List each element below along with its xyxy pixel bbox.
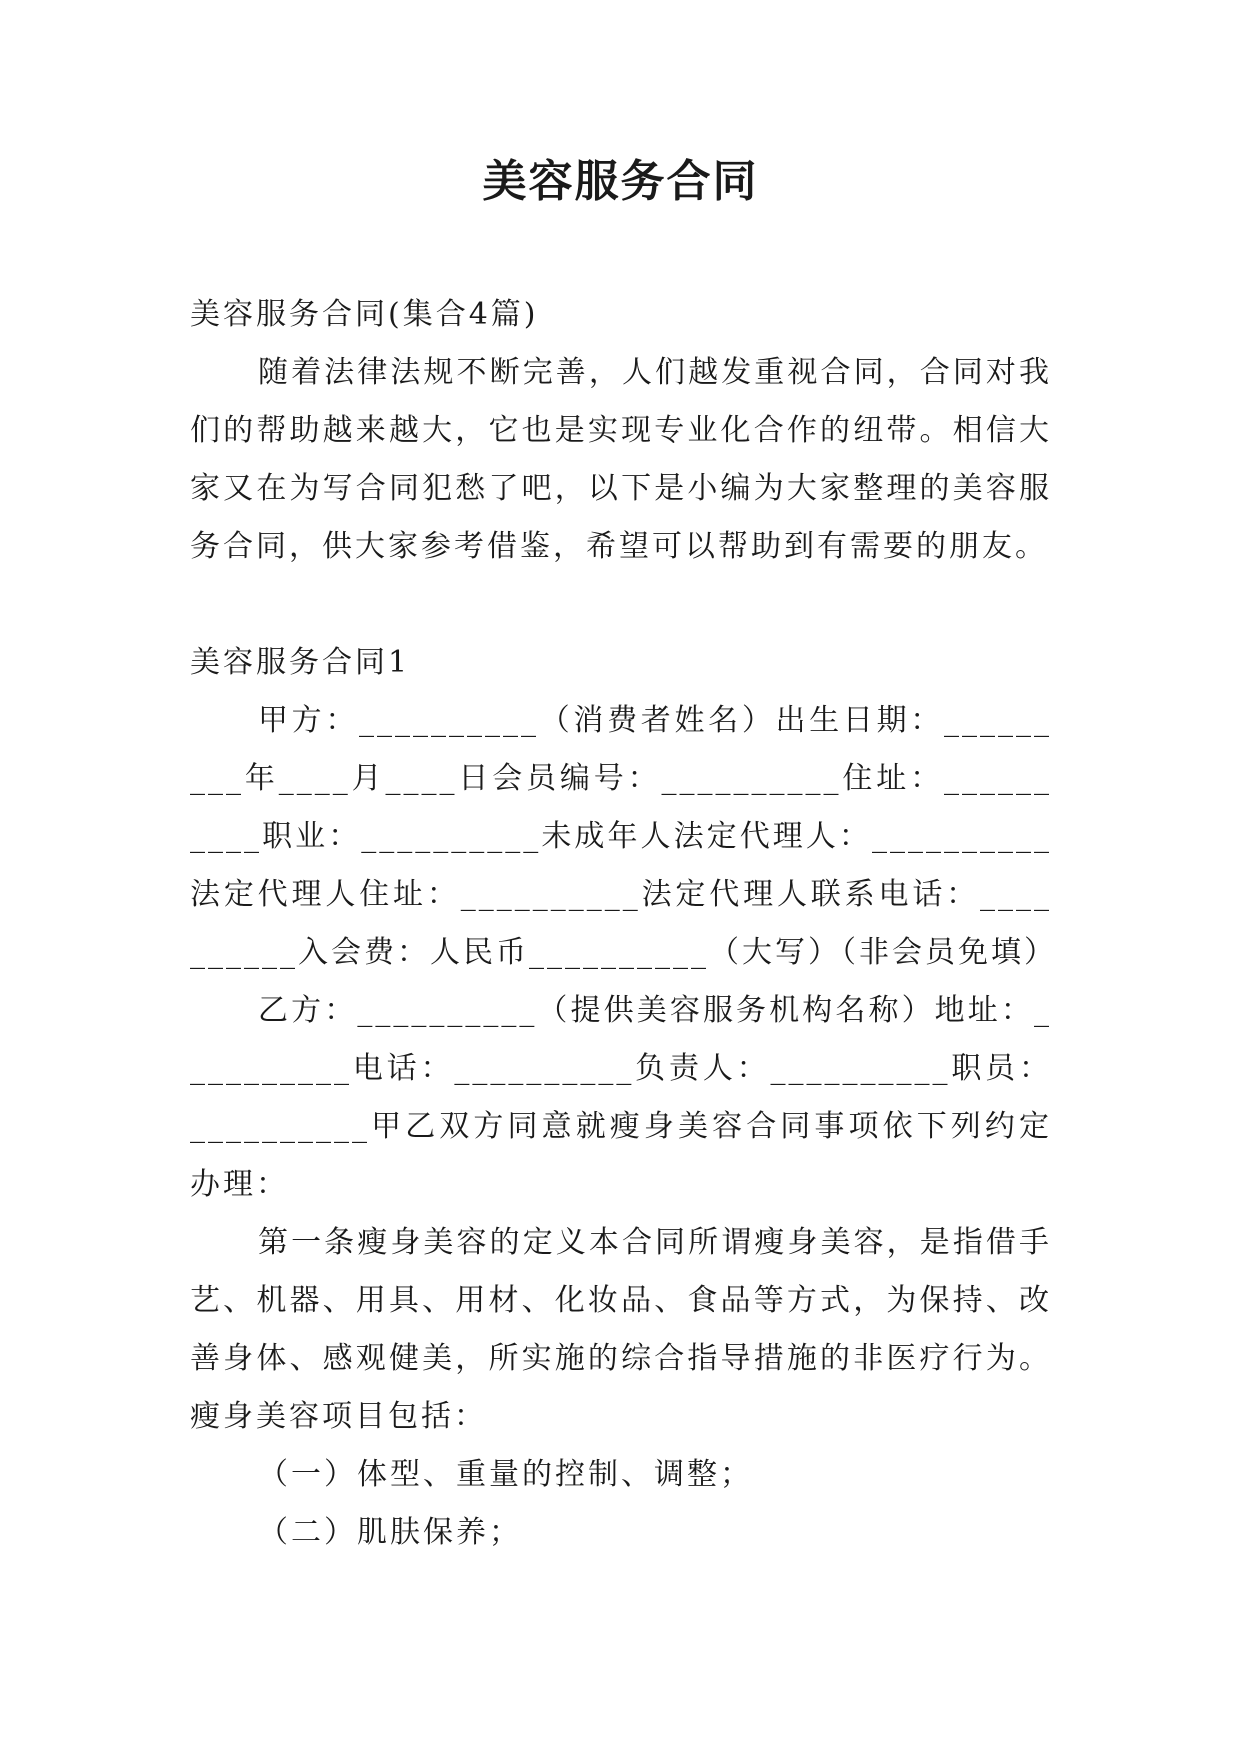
subtitle-line: 美容服务合同(集合4篇) [190, 297, 539, 332]
list-item-1: （一）体型、重量的控制、调整； [258, 1457, 753, 1492]
article-1-paragraph: 第一条瘦身美容的定义本合同所谓瘦身美容，是指借手艺、机器、用具、用材、化妆品、食品等方式，为保持、改善身体、感观健美，所实施的综合指导措施的非医疗行为。瘦身美容项目包括： [190, 1225, 1052, 1434]
party-b-paragraph: 乙方：__________（提供美容服务机构名称）地址：__________电话：__________负责人：__________职员：__________甲乙双方同意就瘦身美容合同事项依下列约定办理： [190, 993, 1052, 1202]
document-body [190, 286, 1057, 1562]
list-item-2: （二）肌肤保养； [258, 1515, 522, 1550]
document-title: 美容服务合同 [482, 156, 759, 207]
section-heading: 美容服务合同1 [190, 645, 411, 680]
party-a-paragraph: 甲方：__________（消费者姓名）出生日期：_________年____月____日会员编号：__________住址：__________职业：__________未成年人法定代理人：__________法定代理人住址：__________法定代理人联系电话：__________入会费：人民币__________（大写）（非会员免填） [190, 703, 1057, 970]
intro-paragraph: 随着法律法规不断完善，人们越发重视合同，合同对我们的帮助越来越大，它也是实现专业化合作的纽带。相信大家又在为写合同犯愁了吧，以下是小编为大家整理的美容服务合同，供大家参考借鉴，希望可以帮助到有需要的朋友。 [190, 355, 1052, 564]
